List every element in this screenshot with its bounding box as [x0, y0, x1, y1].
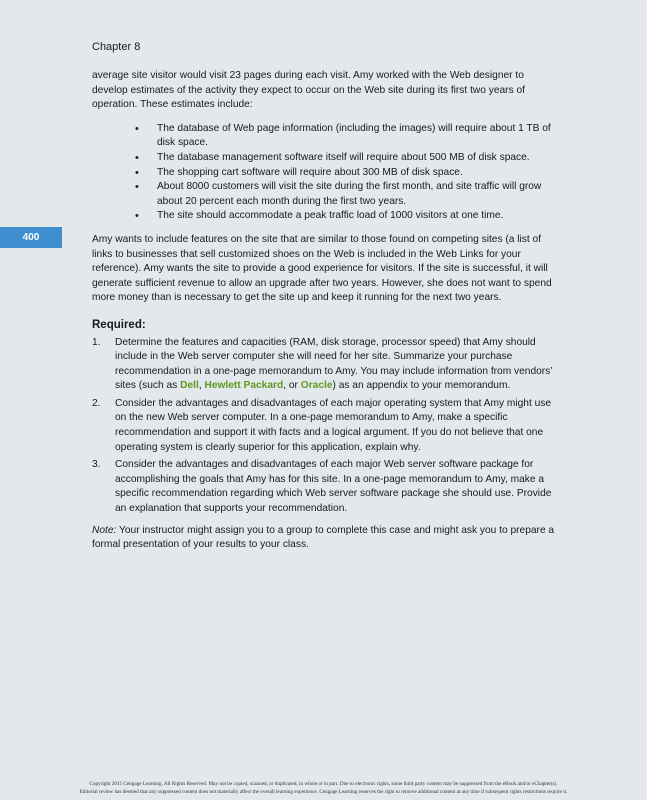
item-number: 3. — [92, 459, 101, 471]
page-number-tab: 400 — [0, 227, 62, 248]
list-item-text: The database management software itself will require about 500 MB of disk space. — [157, 151, 530, 163]
list-item-text: The shopping cart software will require about 300 MB of disk space. — [157, 166, 463, 178]
item-text: Consider the advantages and disadvantages of each major operating system that Amy might use on the new Web server computer. In a one-page memorandum to Amy, make a specific recommendation and support it with facts and a logical argument. If you do not believe that one operating system is clearly superior for this application, explain why. — [115, 397, 552, 453]
item-number: 2. — [92, 397, 101, 409]
bullet-icon: • — [135, 210, 139, 223]
required-list — [92, 336, 562, 517]
chapter-label: Chapter 8 — [92, 41, 141, 53]
required-item-1 — [92, 336, 562, 394]
separator: , or — [283, 380, 301, 392]
list-item — [135, 209, 562, 224]
bullet-icon: • — [135, 122, 139, 135]
note-text: Your instructor might assign you to a group to complete this case and might ask you to prepare a formal presentation of your results to your class. — [92, 524, 555, 551]
list-item-text: The site should accommodate a peak traffic load of 1000 visitors at one time. — [157, 210, 504, 222]
required-heading: Required: — [92, 318, 146, 331]
separator: , — [198, 380, 205, 392]
list-item — [135, 180, 562, 209]
vendor-link-oracle[interactable]: Oracle — [300, 380, 333, 392]
item-text: Consider the advantages and disadvantages of each major Web server software package for accomplishing the goals that Amy has for this site. In a one-page memorandum to Amy, make a specific recommendation regarding which Web server software package she should use. Provide an explanation that supports your recommendation. — [115, 459, 552, 515]
note-paragraph — [92, 524, 562, 553]
list-item — [135, 122, 562, 151]
note-label: Note: — [92, 524, 117, 536]
estimates-list — [92, 122, 562, 224]
bullet-icon: • — [135, 151, 139, 164]
required-item-2 — [92, 397, 562, 455]
bullet-icon: • — [135, 181, 139, 194]
body-paragraph: Amy wants to include features on the site that are similar to those found on competing sites (a list of links to businesses that sell customized shoes on the Web is included in the Web Links for your reference). Amy wants the site to provide a good experience for visitors. If the site is successful, it will generate sufficient revenue to allow an upgrade after two years. However, she does not want to spend more money than is necessary to get the site up and keep it running for the next two years. — [92, 233, 552, 304]
footer-line-1: Copyright 2015 Cengage Learning. All Rights Reserved. May not be copied, scanned, or duplicated, in whole or in part. Due to electronic rights, some third party content may be suppressed from the eBook and/or eChapter(s). — [89, 781, 558, 787]
copyright-footer — [0, 781, 647, 796]
page-content — [92, 69, 562, 553]
item-number: 1. — [92, 336, 101, 348]
bullet-icon: • — [135, 166, 139, 179]
vendor-link-hewlett-packard[interactable]: Hewlett Packard — [204, 380, 284, 392]
list-item — [135, 151, 562, 166]
list-item-text: The database of Web page information (including the images) will require about 1 TB of disk space. — [157, 122, 551, 149]
item-text-a: Determine the features and capacities (RAM, disk storage, processor speed) that Amy should include in the Web server computer she will need for her site. Summarize your purchase recommendation in a one-page memorandum to Amy. You may include information from vendors’ sites (such as — [115, 336, 553, 392]
vendor-link-dell[interactable]: Dell — [180, 380, 199, 392]
list-item-text: About 8000 customers will visit the site during the first month, and site traffic will grow about 20 percent each month during the first two years. — [157, 181, 542, 207]
list-item — [135, 166, 562, 181]
footer-line-2: Editorial review has deemed that any suppressed content does not materially affect the overall learning experience. Cengage Learning reserves the right to remove additional content at any time if subsequent rights restrictions require it. — [79, 788, 568, 795]
required-item-3 — [92, 458, 562, 516]
intro-paragraph: average site visitor would visit 23 pages during each visit. Amy worked with the Web designer to develop estimates of the activity they expect to occur on the Web site during its first two years of operation. These estimates include: — [92, 70, 525, 111]
item-text-b: ) as an appendix to your memorandum. — [332, 380, 511, 392]
